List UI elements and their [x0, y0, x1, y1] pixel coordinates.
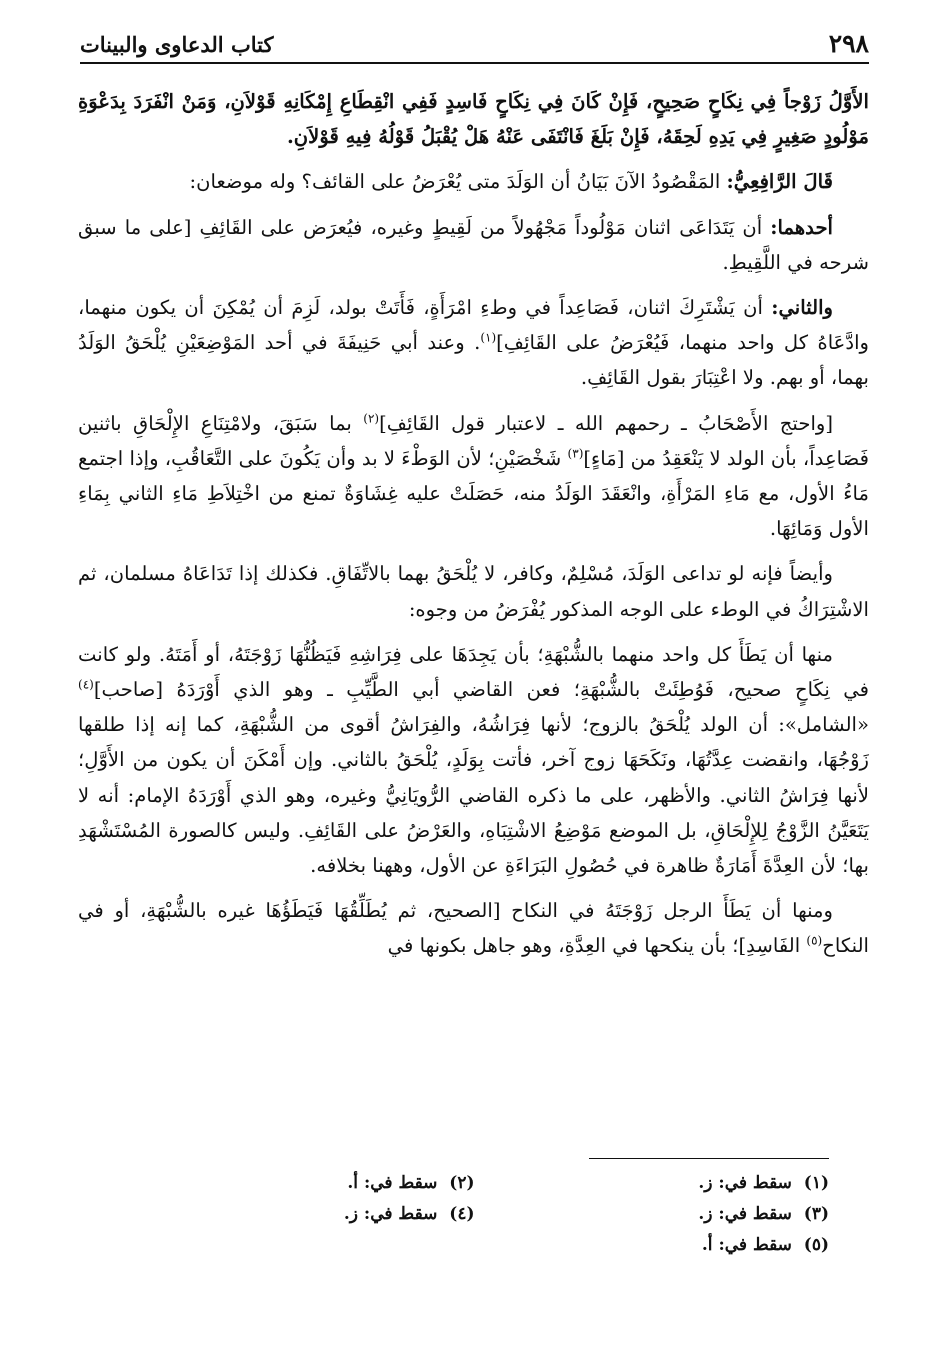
footnote-separator	[589, 1158, 829, 1159]
paragraph-cases-2	[78, 893, 869, 963]
footnote-marker: (٣)	[803, 1204, 829, 1224]
footnote-marker: (٢)	[449, 1173, 475, 1193]
paragraph-matn	[78, 84, 869, 154]
paragraph-lead: والثاني:	[771, 296, 833, 320]
paragraph-lead: قَالَ الرَّافِعِيُّ:	[726, 170, 833, 194]
paragraph-rafii	[78, 164, 869, 199]
paragraph-cases	[78, 637, 869, 883]
paragraph-first-case	[78, 210, 869, 280]
footnote-item	[475, 1230, 830, 1261]
paragraph-text: .	[722, 250, 729, 274]
footnote-text: سقط في: ز.	[343, 1204, 438, 1224]
paragraph-argument	[78, 406, 869, 547]
paragraph-text: ومنها أن يَطَأَ الرجل زَوْجَتَهُ في النكاح [الصحيح، ثم يُطَلِّقُهَا فَيَطَؤُهَا غيره بالشُّبْهَةِ، أو في النكاح	[78, 899, 869, 958]
paragraph-also	[78, 556, 869, 626]
paragraph-text: شَخْصَيْنِ؛ لأن الوَطْءَ لا بد وأن يَكُونَ على التَّعَاقُبِ، وإذا اجتمع مَاءُ الأول، مع مَاءِ المَرْأَةِ، وانْعَقَدَ الوَلَدُ منه، حَصَلَتْ عليه غِشَاوَةٌ تمنع من اخْتِلاَطِ مَاءِ الثاني بِمَاءِ الأول وَمَائِهَا.	[78, 446, 869, 541]
footnote-ref: (٣)	[567, 446, 584, 461]
footnote-marker: (٥)	[803, 1235, 829, 1255]
page-header	[80, 26, 869, 64]
paragraph-text: [واحتج الأَصْحَابُ ـ رحمهم الله ـ لاعتبار قول القَائِفِ]	[379, 411, 833, 435]
footnote-row	[120, 1199, 829, 1230]
footnote-marker: (٤)	[449, 1204, 475, 1224]
footnote-item	[120, 1168, 475, 1199]
paragraph-text: الفَاسِدِ]؛ بأن ينكحها في العِدَّةِ، وهو جاهل بكونها في	[387, 934, 807, 958]
page-number: ٢٩٨	[828, 29, 869, 58]
footnote-text: سقط في: أ.	[347, 1173, 438, 1193]
footnote-item	[475, 1168, 830, 1199]
paragraph-text: وأيضاً فإنه لو تداعى الوَلَدَ، مُسْلِمٌ، وكافر، لا يُلْحَقُ بهما بالاتِّفَاقِ. فكذلك إذا تَدَاعَاهُ مسلمان، ثم الاشْتِرَاكُ في الوطء على الوجه المذكور يُفْرَضُ من وجوه:	[78, 562, 869, 621]
footnote-marker: (١)	[803, 1173, 829, 1193]
paragraph-text: الأَوَّلُ زَوْجاً فِي نِكَاحٍ صَحِيحٍ، فَإِنْ كَانَ فِي نِكَاحٍ فَاسِدٍ فَفِي انْقِطَاعِ إِمْكَانِهِ قَوْلاَنِ، وَمَنْ انْفَرَدَ بِدَعْوَةِ مَوْلُودٍ صَغِيرٍ فِي يَدِهِ لَحِقَهُ، فَإِنْ بَلَغَ فَانْتَفَى عَنْهُ هَلْ يُقْبَلُ قَوْلُهُ فِيهِ قَوْلاَنِ.	[78, 90, 869, 149]
paragraph-text: . وعند أبي حَنِيفَةَ في أحد المَوْضِعَيْنِ يُلْحَقُ الوَلَدُ بهما، أو بهم. ولا اعْتِبَارَ بقول القَائِفِ.	[78, 331, 869, 390]
paragraph-text: منها أن يَطَأَ كل واحد منهما بالشُّبْهَةِ؛ بأن يَجِدَهَا على فِرَاشِهِ فَيَظُنُّهَا زَوْجَتَهُ، أو أَمَتَهُ. ولو كانت في نِكَاحٍ صحيح، فَوُطِئَتْ بالشُّبْهَةِ؛ فعن القاضي أبي الطَّيِّبِ ـ وهو الذي أَوْرَدَهُ [صاحب]	[78, 642, 869, 702]
footnote-ref: (١)	[480, 330, 497, 345]
footnote-row	[120, 1230, 829, 1261]
footnote-text: سقط في: ز.	[698, 1173, 792, 1193]
paragraph-text: أن يَشْتَرِكَ اثنان، فَصَاعِداً في وطءِ امْرَأَةٍ، فَأَتَتْ بولد، لَزِمَ أن يُمْكِنَ أن يكون منهما، وادَّعَاهُ كل واحد منهما، فَيُعْرَضُ على القَائِفِ]	[78, 296, 870, 355]
paragraph-text: أن يَتَدَاعَى اثنان مَوْلُوداً مَجْهُولاً من لَقِيطٍ وغيره، فيُعرَض على القَائِفِ [على ما سبق شرحه في اللَّقِيطِ	[78, 215, 869, 274]
paragraph-text: «الشامل»: أن الولد يُلْحَقُ بالزوج؛ لأنها فِرَاشُهُ، والفِرَاشُ أقوى من الشُّبْهَةِ، كما إنه إذا طلقها زَوْجُهَا، وانقضت عِدَّتُهَا، ونَكَحَهَا زوج آخر، فأتت بِوَلَدٍ، يُلْحَقُ بالثاني. وإن أَمْكَنَ أن يكون من الأَوَّلِ؛ لأنها فِرَاشُ الثاني. والأظهر، على ما ذكره القاضي الرُّويَانِيُّ وغيره، وهو الذي أَوْرَدَهُ الإمام: أنه لا يَتَعَيَّنُ الزَّوْجُ لِلإِلْحَاقِ، بل الموضع مَوْضِعُ الاشْتِبَاهِ، والعَرْضُ على القَائِفِ. وليس كالصورة المُسْتَشْهَدِ بها؛ لأن العِدَّةَ أَمَارَةٌ ظاهرة في حُصُولِ البَرَاءَةِ عن الأول، وههنا بخلافه.	[78, 713, 869, 878]
footnote-row	[120, 1168, 829, 1199]
paragraph-second-case	[78, 290, 869, 396]
main-text	[78, 84, 869, 974]
paragraph-text: المَقْصُودُ الآنَ بَيَانُ أن الوَلَدَ متى يُعْرَضُ على القائف؟ وله موضعان:	[189, 170, 721, 194]
footnote-item	[120, 1199, 475, 1230]
footnote-ref: (٥)	[806, 933, 823, 948]
paragraph-text: بما سَبَقَ، ولامْتِنَاعِ الإِلْحَاقِ باثنين فَصَاعِداً، بأن الولد لا يَنْعَقِدُ من [مَاءٍ]	[78, 411, 869, 470]
footnote-text: سقط في: ز.	[698, 1204, 792, 1224]
footnote-ref: (٤)	[78, 677, 94, 692]
footnote-text: سقط في: أ.	[701, 1235, 792, 1255]
footnote-item	[475, 1199, 830, 1230]
paragraph-lead: أحدهما:	[770, 215, 834, 239]
running-title: كتاب الدعاوى والبينات	[80, 32, 274, 57]
footnote-ref: (٢)	[363, 411, 380, 426]
footnotes	[120, 1168, 829, 1261]
